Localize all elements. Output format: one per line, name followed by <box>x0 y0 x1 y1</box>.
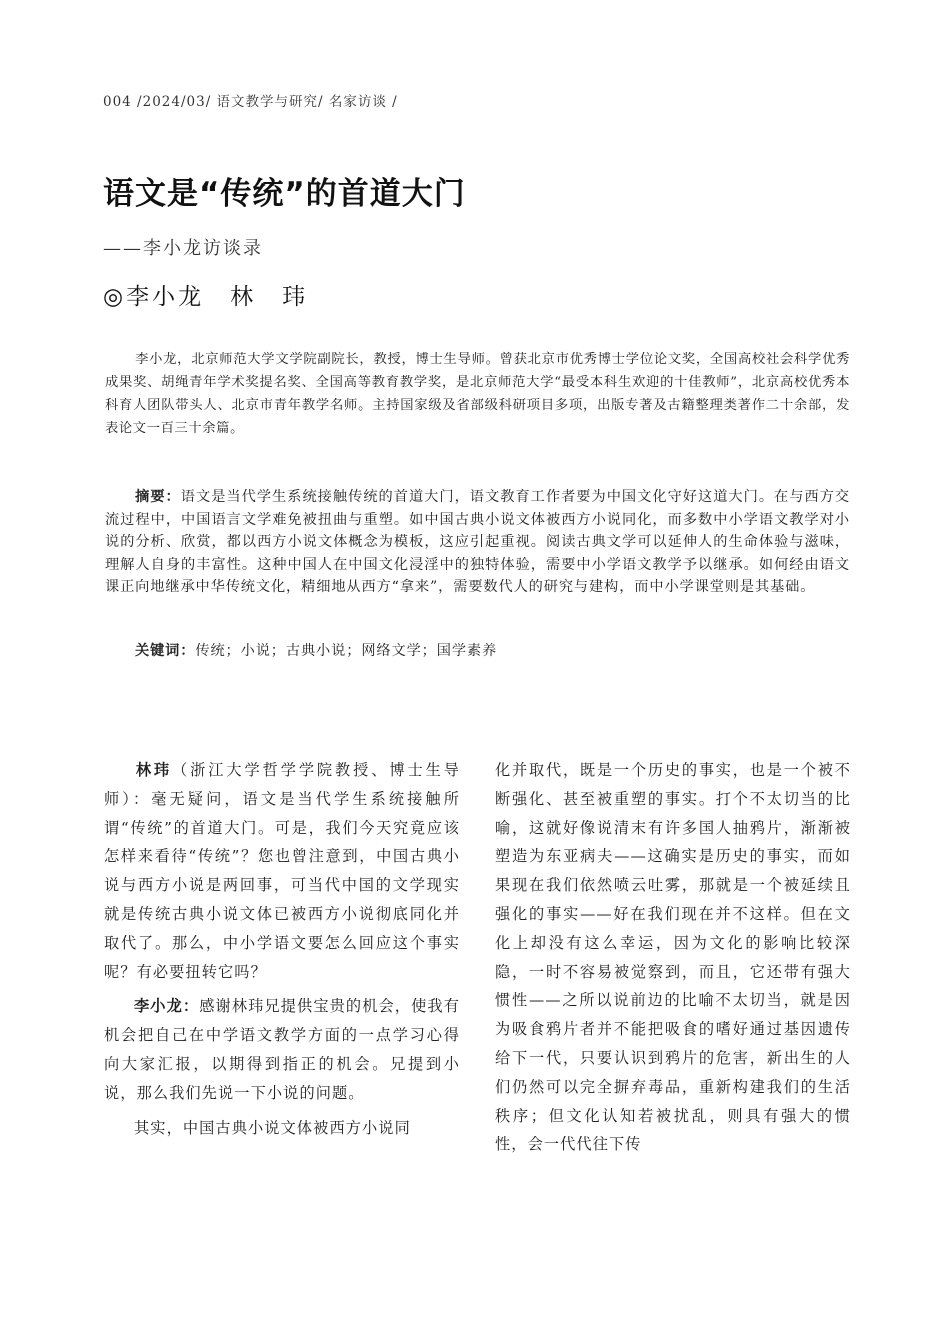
author-line <box>103 278 308 311</box>
answer-paragraph <box>104 992 460 1107</box>
interviewee-name: 李小龙： <box>134 997 200 1016</box>
continued-paragraph: 化并取代，既是一个历史的事实，也是一个被不断强化、甚至被重塑的事实。打个不太切当的比喻，这就好像说清末有许多国人抽鸦片，渐渐被塑造为东亚病夫——这确实是历史的事实，而如果现在我们依然喷云吐雾，那就是一个被延续且强化的事实——好在我们现在并不这样。但在文化上却没有这么幸运，因为文化的影响比较深隐，一时不容易被觉察到，而且，它还带有强大惯性——之所以说前边的比喻不太切当，就是因为吸食鸦片者并不能把吸食的嗜好通过基因遗传给下一代，只要认识到鸦片的危害，新出生的人们仍然可以完全摒弃毒品，重新构建我们的生活秩序；但文化认知若被扰乱，则具有强大的惯性，会一代代往下传 <box>495 761 851 1154</box>
author-bio <box>105 348 850 440</box>
keywords <box>135 640 497 660</box>
interviewer-name: 林玮 <box>134 761 173 779</box>
body-column-left <box>104 756 460 1142</box>
abstract <box>105 486 850 599</box>
answer-text-2: 其实，中国古典小说文体被西方小说同 <box>134 1118 411 1137</box>
question-text: （浙江大学哲学学院教授、博士生导师）：毫无疑问，语文是当代学生系统接触所谓“传统”的首道大门。可是，我们今天究竟应该怎样来看待“传统”？您也曾注意到，中国古典小说与西方小说是两回事，可当代中国的文学现实就是传统古典小说文体已被西方小说彻底同化并取代了。那么，中小学语文要怎么回应这个事实呢？有必要扭转它吗？ <box>104 761 460 981</box>
answer-text: 感谢林玮兄提供宝贵的机会，使我有机会把自己在中学语文教学方面的一点学习心得向大家汇报，以期得到指正的机会。兄提到小说，那么我们先说一下小说的问题。 <box>104 997 460 1102</box>
abstract-text: 语文是当代学生系统接触传统的首道大门，语文教育工作者要为中国文化守好这道大门。在与西方交流过程中，中国语言文学难免被扭曲与重塑。如中国古典小说文体被西方小说同化，而多数中小学语文教学对小说的分析、欣赏，都以西方小说文体概念为模板，这应引起重视。阅读古典文学可以延伸人的生命体验与滋味，理解人自身的丰富性。这种中国人在中国文化浸淫中的独特体验，需要中小学语文教学予以继承。如何经由语文课正向地继承中华传统文化，精细地从西方“拿来”，需要数代人的研究与建构，而中小学课堂则是其基础。 <box>105 489 850 596</box>
keywords-text: 传统；小说；古典小说；网络文学；国学素养 <box>195 643 498 659</box>
keywords-label: 关键词： <box>135 643 196 659</box>
running-header: 004 /2024/03/ 语文教学与研究/ 名家访谈 / <box>103 94 398 110</box>
article-subtitle: ——李小龙访谈录 <box>103 238 263 259</box>
author-second: 林 玮 <box>230 284 309 310</box>
author-first: 李小龙 <box>126 284 205 310</box>
question-paragraph <box>104 756 460 986</box>
author-bio-text: 李小龙，北京师范大学文学院副院长，教授，博士生导师。曾获北京市优秀博士学位论文奖，全国高校社会科学优秀成果奖、胡绳青年学术奖提名奖、全国高等教育教学奖，是北京师范大学“最受本科生欢迎的十佳教师”，北京高校优秀本科育人团队带头人、北京市青年教学名师。主持国家级及省部级科研项目多项，出版专著及古籍整理类著作二十余部，发表论文一百三十余篇。 <box>105 352 850 436</box>
body-column-right <box>495 756 851 1159</box>
abstract-label: 摘要： <box>135 489 181 505</box>
answer-paragraph-2 <box>104 1114 460 1143</box>
article-title: 语文是“传统”的首道大门 <box>103 176 466 212</box>
author-mark: ◎ <box>103 284 127 310</box>
